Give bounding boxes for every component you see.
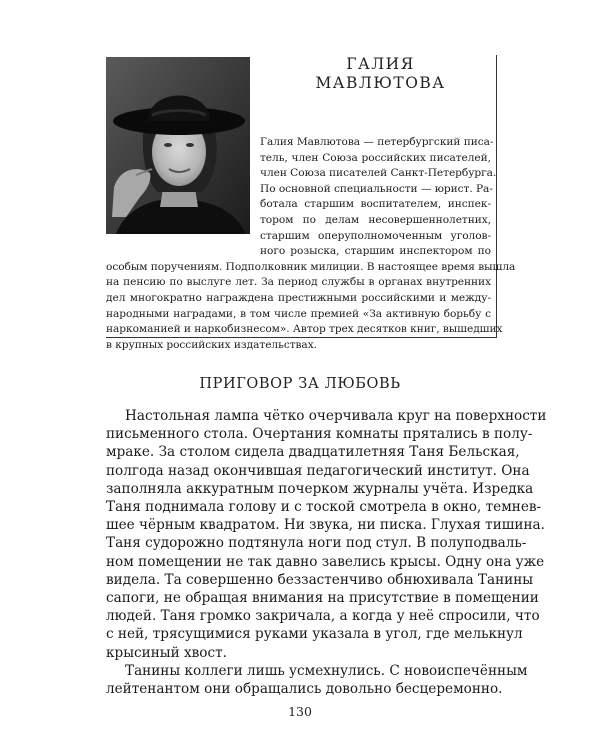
body-line: сапоги, не обращая внимания на присутствие в помещении [106, 590, 539, 606]
body-line: крысиный хвост. [106, 644, 227, 661]
bio-line: на пенсию по выслуге лет. За период службы в органах внутренних [106, 276, 491, 289]
bio-line: в крупных российских издательствах. [106, 338, 317, 351]
bio-line: Галия Мавлютова — петербургский писа- [260, 136, 494, 148]
bio-line: наркоманией и наркобизнесом». Автор трех десятков книг, вышедших [106, 323, 503, 336]
bio-line: тель, член Союза российских писателей, [260, 151, 491, 164]
author-bio-box [106, 55, 516, 351]
body-line: мраке. За столом сидела двадцатилетняя Таня Бельская, [106, 444, 520, 461]
body-line: ном помещении не так давно завелись крысы. Одну она уже [106, 553, 545, 570]
page-number: 130 [288, 704, 312, 719]
body-line: видела. Та совершенно беззастенчиво обнюхивала Танины [106, 571, 534, 588]
bio-line: ного розыска, старшим инспектором по [260, 245, 491, 258]
body-line: лейтенантом они обращались довольно бесцеремонно. [106, 681, 503, 697]
body-line: Настольная лампа чётко очерчивала круг на поверхности [125, 408, 547, 424]
bio-line: особым поручениям. Подполковник милиции. В настоящее время вышла [106, 260, 516, 273]
body-line: с ней, трясущимися руками указала в угол, где мелькнул [106, 626, 523, 643]
body-line: Таня судорожно подтянула ноги под стул. В полуподваль- [106, 535, 527, 552]
body-line: Таня поднимала голову и с тоской смотрела в окно, темнев- [106, 499, 542, 515]
body-line: полгода назад окончившая педагогический институт. Она [106, 462, 530, 479]
bio-line: По основной специальности — юрист. Ра- [260, 182, 493, 195]
story-title: ПРИГОВОР ЗА ЛЮБОВЬ [199, 376, 401, 392]
bio-line: дел многократно награждена престижными российскими и между- [106, 292, 491, 304]
body-line: шее чёрным квадратом. Ни звука, ни писка. Глухая тишина. [106, 517, 545, 534]
bio-line: тором по делам несовершеннолетних, [260, 214, 491, 226]
author-last-name: МАВЛЮТОВА [315, 74, 446, 92]
author-first-name: ГАЛИЯ [346, 55, 415, 73]
bio-line: ботала старшим воспитателем, инспек- [260, 198, 491, 211]
author-photo [106, 57, 250, 234]
author-name [264, 55, 497, 93]
bio-line: народными наградами, в том числе премией «За активную борьбу с [106, 307, 491, 320]
body-line: людей. Таня громко закричала, а когда у неё спросили, что [106, 608, 540, 625]
bio-line: член Союза писателей Санкт-Петербурга. [260, 167, 497, 180]
bio-line: старшим оперуполномоченным уголов- [260, 229, 491, 242]
body-line: письменного стола. Очертания комнаты прятались в полу- [106, 426, 533, 443]
body-line: Танины коллеги лишь усмехнулись. С новоиспечённым [125, 662, 528, 679]
body-line: заполняла аккуратным почерком журналы учёта. Изредка [106, 480, 534, 497]
